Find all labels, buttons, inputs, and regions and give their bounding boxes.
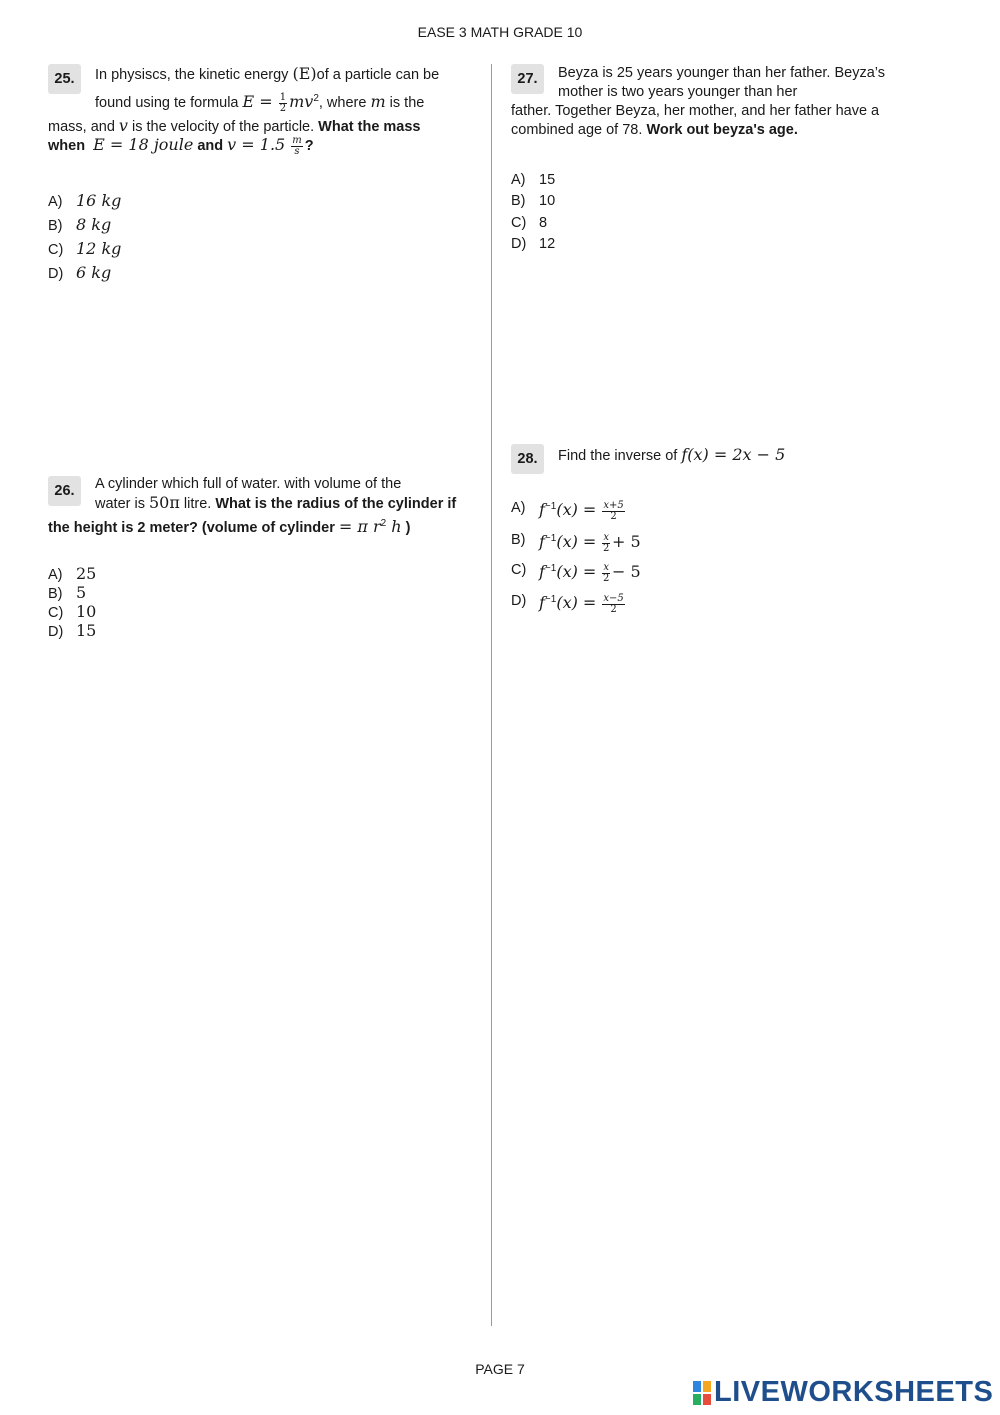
logo-blocks-icon [693, 1381, 711, 1405]
fraction-unit: $\frac{m}{s}$ [292, 134, 302, 157]
option-26-b[interactable]: B) 5 [48, 583, 87, 602]
option-27-a[interactable]: A) 15 [511, 172, 556, 188]
question-26-line-3: the height is 2 meter? (volume of cylinder = π $r^2$ h ) [48, 516, 411, 536]
question-25-line-2: found using te formula E = $\frac{1}{2}$ $mv^2$, where m is the [95, 91, 425, 114]
option-28-c[interactable]: C) $f^{-1}(x)$ = $\frac{x}{2}$ − 5 [511, 561, 641, 584]
option-26-d[interactable]: D) 15 [48, 621, 97, 640]
question-27-line-1: Beyza is 25 years younger than her father. Beyza’s [558, 65, 885, 81]
option-25-d[interactable]: D) 6 kg [48, 263, 112, 282]
question-number-27: 27. [511, 64, 544, 94]
question-26-line-2: water is 50π litre. What is the radius of the cylinder if [95, 493, 457, 512]
fraction-one-half: $\frac{1}{2}$ [279, 91, 287, 114]
question-number-25: 25. [48, 64, 81, 94]
column-divider [491, 64, 492, 1326]
question-27-line-3: father. Together Beyza, her mother, and her father have a [511, 103, 880, 119]
logo-text: LIVEWORKSHEETS [714, 1376, 994, 1408]
page-footer: PAGE 7 [475, 1361, 525, 1377]
question-25-line-4: when E = 18 joule and v = 1.5 $\frac{m}{s}$ ? [48, 134, 314, 157]
option-27-b[interactable]: B) 10 [511, 193, 556, 209]
option-27-c[interactable]: C) 8 [511, 215, 548, 231]
option-25-a[interactable]: A) 16 kg [48, 191, 122, 210]
liveworksheets-logo [693, 1376, 993, 1409]
option-28-d[interactable]: D) $f^{-1}(x)$ = $\frac{x-5}{2}$ [511, 592, 624, 615]
option-28-a[interactable]: A) $f^{-1}(x)$ = $\frac{x+5}{2}$ [511, 499, 624, 522]
option-27-d[interactable]: D) 12 [511, 236, 556, 252]
page-header: EASE 3 MATH GRADE 10 [417, 24, 583, 40]
option-25-c[interactable]: C) 12 kg [48, 239, 122, 258]
question-26-line-1: A cylinder which full of water. with volume of the [95, 476, 402, 492]
question-number-26: 26. [48, 476, 81, 506]
question-number-28: 28. [511, 444, 544, 474]
option-28-b[interactable]: B) $f^{-1}(x)$ = $\frac{x}{2}$ + 5 [511, 531, 641, 554]
question-27-line-2: mother is two years younger than her [558, 84, 798, 100]
option-26-c[interactable]: C) 10 [48, 602, 97, 621]
question-27-line-4: combined age of 78. Work out beyza's age. [511, 122, 798, 138]
question-25-line-1: In physiscs, the kinetic energy (E)of a particle can be [95, 64, 440, 83]
question-28-text: Find the inverse of f(x) = 2x − 5 [558, 445, 786, 464]
option-25-b[interactable]: B) 8 kg [48, 215, 112, 234]
option-26-a[interactable]: A) 25 [48, 564, 97, 583]
question-25-line-3: mass, and v is the velocity of the particle. What the mass [48, 116, 421, 135]
